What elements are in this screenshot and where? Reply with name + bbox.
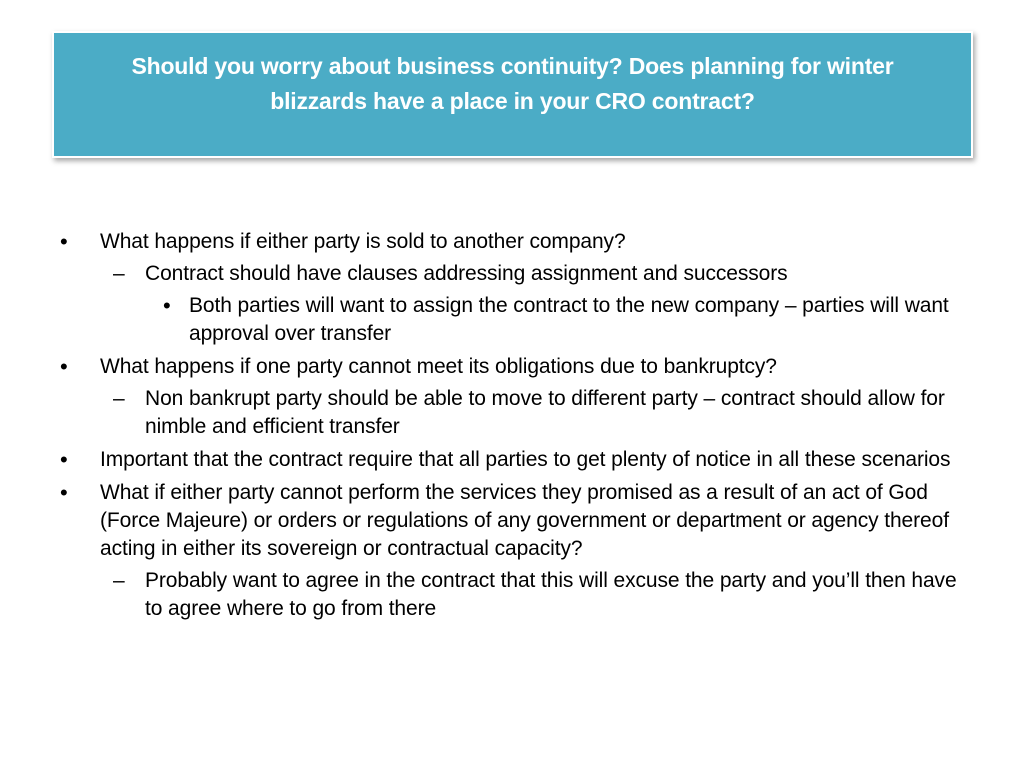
sub-bullet-text: Probably want to agree in the contract that this will excuse the party and you’ll then have to agree where to go from there <box>145 569 957 620</box>
bullet-list <box>58 223 978 623</box>
bullet-text: What happens if either party is sold to another company? <box>100 230 626 253</box>
bullet-item <box>58 353 978 381</box>
sub-sub-bullet-text: Both parties will want to assign the contract to the new company – parties will want approval over transfer <box>189 294 949 345</box>
bullet-text: Important that the contract require that all parties to get plenty of notice in all these scenarios <box>100 448 951 471</box>
title-box <box>52 31 973 158</box>
bullet-marker: • <box>60 480 68 505</box>
slide-title: Should you worry about business continuity? Does planning for winter blizzards have a place in your CRO contract? <box>131 53 894 114</box>
bullet-marker: • <box>163 293 171 318</box>
bullet-marker: • <box>60 229 68 254</box>
sub-bullet-item <box>58 567 978 623</box>
bullet-marker: • <box>60 447 68 472</box>
bullet-text: What if either party cannot perform the services they promised as a result of an act of God (Force Majeure) or orders or regulations of any government or department or agency thereof acting in either its sovereign or contractual capacity? <box>100 481 949 560</box>
dash-marker: – <box>113 387 125 410</box>
sub-sub-bullet-item <box>58 292 978 348</box>
bullet-item <box>58 479 978 563</box>
dash-marker: – <box>113 569 125 592</box>
bullet-item <box>58 446 978 474</box>
bullet-marker: • <box>60 354 68 379</box>
sub-bullet-text: Non bankrupt party should be able to move to different party – contract should allow for nimble and efficient transfer <box>145 387 945 438</box>
bullet-item <box>58 228 978 256</box>
sub-bullet-item <box>58 385 978 441</box>
sub-bullet-text: Contract should have clauses addressing assignment and successors <box>145 262 788 285</box>
dash-marker: – <box>113 262 125 285</box>
sub-bullet-item <box>58 260 978 288</box>
bullet-text: What happens if one party cannot meet its obligations due to bankruptcy? <box>100 355 777 378</box>
